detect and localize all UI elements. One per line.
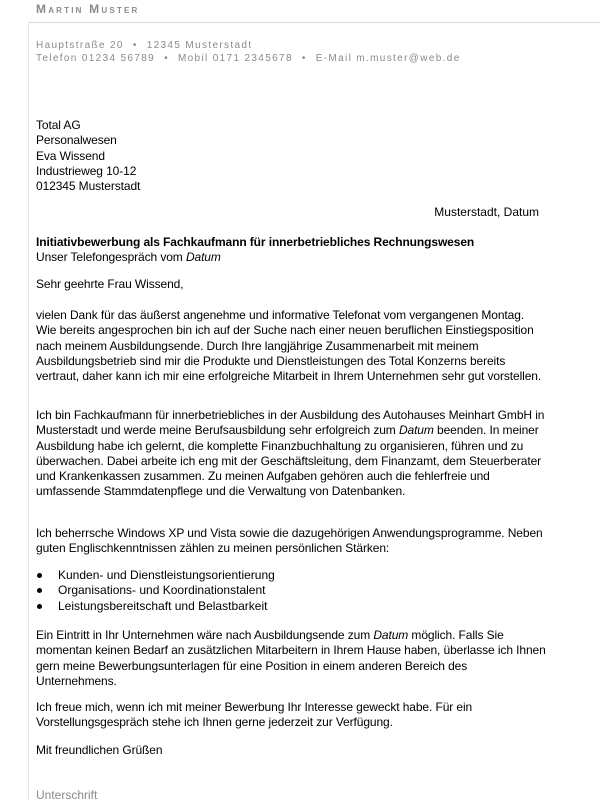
signature-placeholder: Unterschrift: [36, 788, 98, 802]
recipient-address-block: [36, 118, 546, 194]
closing-greeting: Mit freundlichen Grüßen: [36, 743, 163, 757]
recipient-city: 012345 Musterstadt: [36, 179, 141, 194]
sender-email: E-Mail m.muster@web.de: [315, 53, 461, 64]
strength-item: Leistungsbereitschaft und Belastbarkeit: [36, 599, 546, 614]
subject-block: [36, 235, 546, 266]
paragraph-4-text-a: Ein Eintritt in Ihr Unternehmen wäre nach Ausbildungsende zum: [36, 628, 374, 642]
subject-reference: [36, 250, 546, 265]
paragraph-2-date: Datum: [398, 423, 434, 438]
paragraph-4-text-b: möglich. Falls Sie momentan keinen Bedarf an zusätzlichen Mitarbeitern in Ihrem Hause haben, überlasse ich Ihnen gern meine Bewerbungsunterlagen für eine Position in einem anderen Bereich des Unternehmens.: [36, 628, 546, 688]
sender-phone: Telefon 01234 56789: [36, 53, 156, 64]
recipient-person: Eva Wissend: [36, 148, 105, 163]
separator-bullet: •: [164, 53, 169, 64]
body-paragraph-2: [36, 408, 546, 500]
body-paragraph-4: [36, 628, 546, 689]
left-margin-rule: [28, 22, 29, 800]
recipient-company: Total AG: [36, 118, 81, 132]
strength-item: Organisations- und Koordinationstalent: [36, 583, 546, 598]
recipient-street: Industrieweg 10-12: [36, 163, 137, 178]
sender-contact-line: [36, 53, 461, 64]
strengths-list: [36, 568, 546, 614]
header-divider: [28, 22, 600, 23]
separator-bullet: •: [301, 53, 307, 64]
sender-street: Hauptstraße 20: [36, 40, 124, 51]
body-paragraph-3: Ich beherrsche Windows XP und Vista sowie die dazugehörigen Anwendungsprogramme. Neben guten Englischkenntnissen zählen zu meinen persönlichen Stärken:: [36, 526, 543, 556]
place-date-line: Musterstadt, Datum: [434, 205, 539, 219]
sender-name: Martin Muster: [36, 2, 140, 16]
paragraph-4-date: Datum: [373, 628, 409, 642]
separator-bullet: •: [132, 40, 138, 51]
recipient-department: Personalwesen: [36, 133, 117, 148]
subject-reference-text: Unser Telefongespräch vom: [36, 250, 186, 265]
paragraph-2-text-b: beenden. In meiner Ausbildung habe ich gelernt, die komplette Finanzbuchhaltung zu organisieren, führen und zu überwachen. Dabei arbeite ich eng mit der Geschäftsleitung, dem Finanzamt, dem Steuerberater und Krankenkassen zusammen. Zu meinen Aufgaben gehören auch die fehlerfreie und umfassende Stammdatenpflege und die Verwaltung von Datenbanken.: [36, 423, 542, 499]
body-paragraph-1: vielen Dank für das äußerst angenehme und informative Telefonat vom vergangenen Montag. Wie bereits angesprochen bin ich auf der Suche nach einer neuen beruflichen Einstiegsposition nach meinem Ausbildungsende. Durch Ihre langjährige Zusammenarbeit mit meinem Ausbildungsbetrieb sind mir die Produkte und Dienstleistungen des Total Konzerns bereits vertraut, daher kann ich mir eine erfolgreiche Mitarbeit in Ihrem Unternehmen sehr gut vorstellen.: [36, 308, 542, 384]
sender-mobile: Mobil 0171 2345678: [177, 53, 293, 64]
subject-reference-date: Datum: [185, 250, 221, 265]
paragraph-2-text-a: Ich bin Fachkaufmann für innerbetriebliches in der Ausbildung des Autohauses Meinhart GmbH in Musterstadt und werde meine Berufsausbildung sehr erfolgreich zum: [36, 408, 545, 438]
body-paragraph-5: Ich freue mich, wenn ich mit meiner Bewerbung Ihr Interesse geweckt habe. Für ein Vorstellungsgespräch stehe ich Ihnen gerne jederzeit zur Verfügung.: [36, 700, 473, 730]
salutation: Sehr geehrte Frau Wissend,: [36, 277, 184, 291]
subject-title: Initiativbewerbung als Fachkaufmann für innerbetriebliches Rechnungswesen: [36, 235, 475, 249]
sender-address-line: [36, 40, 252, 51]
sender-city: 12345 Musterstadt: [146, 40, 253, 51]
strength-item: Kunden- und Dienstleistungsorientierung: [36, 568, 546, 583]
